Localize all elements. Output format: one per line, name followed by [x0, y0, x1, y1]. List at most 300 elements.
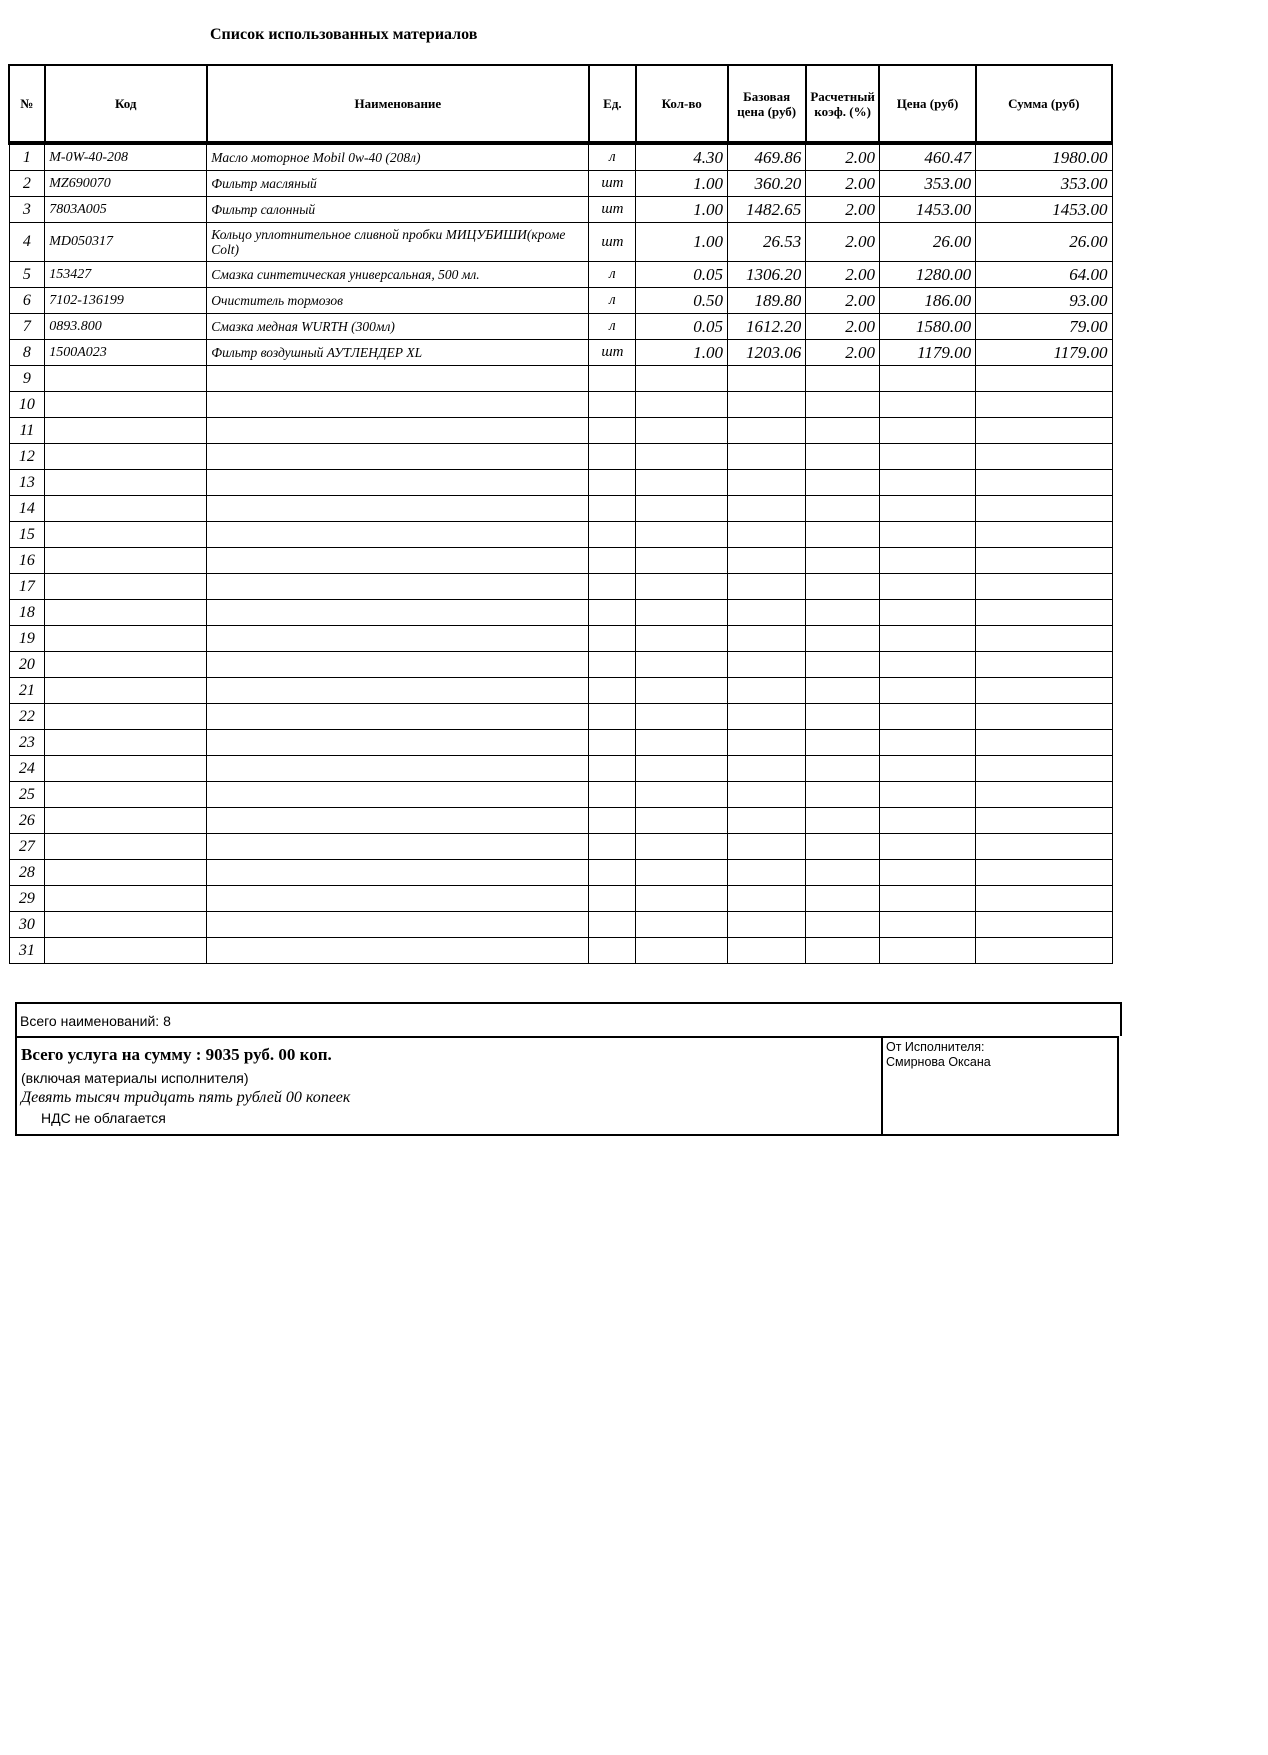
item-name [207, 444, 589, 470]
item-price: 1179.00 [879, 340, 975, 366]
header-price: Цена (руб) [879, 65, 975, 143]
item-base-price [728, 366, 806, 392]
item-code [45, 600, 207, 626]
item-qty [636, 782, 728, 808]
item-price [879, 834, 975, 860]
item-total: 353.00 [976, 171, 1112, 197]
table-header-row [9, 65, 1112, 143]
item-name [207, 704, 589, 730]
item-total: 64.00 [976, 262, 1112, 288]
item-base-price [728, 782, 806, 808]
item-name [207, 418, 589, 444]
item-base-price [728, 626, 806, 652]
item-name [207, 678, 589, 704]
row-number: 30 [9, 912, 45, 938]
item-name [207, 782, 589, 808]
header-code: Код [45, 65, 207, 143]
item-unit: шт [589, 223, 636, 262]
item-price [879, 418, 975, 444]
item-base-price [728, 886, 806, 912]
item-unit [589, 938, 636, 964]
item-coef [806, 496, 880, 522]
header-no: № [9, 65, 45, 143]
item-total [976, 548, 1112, 574]
item-code: M-0W-40-208 [45, 143, 207, 171]
item-price [879, 600, 975, 626]
row-number: 19 [9, 626, 45, 652]
item-base-price [728, 834, 806, 860]
item-coef [806, 938, 880, 964]
header-name: Наименование [207, 65, 589, 143]
table-row-empty [9, 470, 1112, 496]
item-base-price [728, 756, 806, 782]
item-code [45, 444, 207, 470]
item-base-price [728, 938, 806, 964]
item-coef [806, 860, 880, 886]
item-unit [589, 418, 636, 444]
item-code [45, 392, 207, 418]
row-number: 18 [9, 600, 45, 626]
item-code [45, 912, 207, 938]
item-code [45, 626, 207, 652]
item-qty [636, 626, 728, 652]
item-price [879, 652, 975, 678]
item-total [976, 366, 1112, 392]
row-number: 6 [9, 288, 45, 314]
item-total: 79.00 [976, 314, 1112, 340]
row-number: 13 [9, 470, 45, 496]
table-row-empty [9, 444, 1112, 470]
item-price: 1580.00 [879, 314, 975, 340]
table-row-empty [9, 704, 1112, 730]
item-qty [636, 834, 728, 860]
vat-note: НДС не облагается [41, 1110, 166, 1126]
item-price [879, 678, 975, 704]
header-base-price: Базовая цена (руб) [728, 65, 806, 143]
row-number: 23 [9, 730, 45, 756]
item-code [45, 574, 207, 600]
item-price [879, 860, 975, 886]
item-coef: 2.00 [806, 223, 880, 262]
table-row-empty [9, 860, 1112, 886]
item-price [879, 912, 975, 938]
item-code [45, 782, 207, 808]
item-qty [636, 496, 728, 522]
item-name [207, 756, 589, 782]
row-number: 16 [9, 548, 45, 574]
item-name: Фильтр масляный [207, 171, 589, 197]
item-total [976, 730, 1112, 756]
table-row-empty [9, 418, 1112, 444]
item-base-price [728, 600, 806, 626]
item-unit [589, 678, 636, 704]
row-number: 31 [9, 938, 45, 964]
item-price [879, 756, 975, 782]
table-row-empty [9, 886, 1112, 912]
item-base-price [728, 912, 806, 938]
item-qty [636, 704, 728, 730]
item-qty [636, 678, 728, 704]
item-coef [806, 600, 880, 626]
row-number: 26 [9, 808, 45, 834]
item-unit [589, 756, 636, 782]
item-coef [806, 912, 880, 938]
table-row-empty [9, 678, 1112, 704]
item-base-price: 360.20 [728, 171, 806, 197]
item-name [207, 808, 589, 834]
item-total [976, 496, 1112, 522]
item-price [879, 574, 975, 600]
row-number: 11 [9, 418, 45, 444]
item-total [976, 808, 1112, 834]
row-number: 14 [9, 496, 45, 522]
table-row [9, 143, 1112, 171]
item-name [207, 366, 589, 392]
item-base-price [728, 522, 806, 548]
row-number: 12 [9, 444, 45, 470]
item-qty [636, 938, 728, 964]
item-base-price: 26.53 [728, 223, 806, 262]
item-code: 1500A023 [45, 340, 207, 366]
item-unit [589, 652, 636, 678]
summary-section [15, 1002, 1118, 1136]
item-name [207, 938, 589, 964]
item-code [45, 886, 207, 912]
item-qty [636, 652, 728, 678]
item-unit: шт [589, 171, 636, 197]
table-row-empty [9, 600, 1112, 626]
item-qty: 1.00 [636, 340, 728, 366]
item-price [879, 704, 975, 730]
item-base-price [728, 704, 806, 730]
item-code [45, 678, 207, 704]
table-row-empty [9, 782, 1112, 808]
item-name: Фильтр салонный [207, 197, 589, 223]
row-number: 28 [9, 860, 45, 886]
item-price [879, 730, 975, 756]
item-total: 26.00 [976, 223, 1112, 262]
item-unit: л [589, 262, 636, 288]
item-name: Кольцо уплотнительное сливной пробки МИЦУБИШИ(кроме Colt) [207, 223, 589, 262]
row-number: 17 [9, 574, 45, 600]
item-coef [806, 548, 880, 574]
item-unit [589, 548, 636, 574]
item-total [976, 626, 1112, 652]
item-total [976, 886, 1112, 912]
item-qty [636, 912, 728, 938]
item-unit [589, 730, 636, 756]
item-coef [806, 834, 880, 860]
item-total [976, 782, 1112, 808]
header-unit: Ед. [589, 65, 636, 143]
item-qty [636, 808, 728, 834]
row-number: 29 [9, 886, 45, 912]
item-coef: 2.00 [806, 197, 880, 223]
executor-name: Смирнова Оксана [886, 1055, 991, 1069]
item-coef [806, 782, 880, 808]
item-qty [636, 366, 728, 392]
item-qty: 1.00 [636, 171, 728, 197]
item-code: 7102-136199 [45, 288, 207, 314]
item-name [207, 652, 589, 678]
item-base-price [728, 418, 806, 444]
table-row-empty [9, 548, 1112, 574]
table-row-empty [9, 730, 1112, 756]
item-total [976, 756, 1112, 782]
item-qty: 1.00 [636, 197, 728, 223]
item-price: 186.00 [879, 288, 975, 314]
table-row-empty [9, 912, 1112, 938]
item-name [207, 886, 589, 912]
item-base-price [728, 548, 806, 574]
item-unit: шт [589, 340, 636, 366]
row-number: 3 [9, 197, 45, 223]
item-qty: 0.50 [636, 288, 728, 314]
item-base-price [728, 808, 806, 834]
item-qty [636, 886, 728, 912]
item-qty [636, 444, 728, 470]
item-coef: 2.00 [806, 314, 880, 340]
row-number: 10 [9, 392, 45, 418]
item-coef [806, 626, 880, 652]
table-row-empty [9, 522, 1112, 548]
item-price [879, 782, 975, 808]
item-coef [806, 470, 880, 496]
item-coef [806, 756, 880, 782]
item-code: 153427 [45, 262, 207, 288]
item-price [879, 886, 975, 912]
summary-box [15, 1036, 1119, 1136]
table-row [9, 340, 1112, 366]
page-title: Список использованных материалов [210, 26, 478, 43]
table-row-empty [9, 574, 1112, 600]
table-row-empty [9, 756, 1112, 782]
item-name [207, 912, 589, 938]
item-coef [806, 522, 880, 548]
item-qty [636, 730, 728, 756]
item-coef [806, 652, 880, 678]
item-base-price: 1306.20 [728, 262, 806, 288]
materials-table-container [8, 64, 1113, 964]
item-code [45, 548, 207, 574]
header-coef: Расчетный коэф. (%) [806, 65, 880, 143]
item-unit: л [589, 314, 636, 340]
table-row-empty [9, 834, 1112, 860]
item-unit [589, 912, 636, 938]
header-total: Сумма (руб) [976, 65, 1112, 143]
item-base-price [728, 860, 806, 886]
row-number: 4 [9, 223, 45, 262]
item-base-price [728, 496, 806, 522]
item-unit [589, 834, 636, 860]
item-code: 7803A005 [45, 197, 207, 223]
item-unit [589, 392, 636, 418]
item-price [879, 808, 975, 834]
item-qty: 4.30 [636, 143, 728, 171]
item-total: 1453.00 [976, 197, 1112, 223]
item-unit [589, 808, 636, 834]
item-total [976, 938, 1112, 964]
item-base-price: 1203.06 [728, 340, 806, 366]
item-unit: шт [589, 197, 636, 223]
executor-signature-box [881, 1036, 1117, 1134]
item-price [879, 366, 975, 392]
item-total: 1980.00 [976, 143, 1112, 171]
item-price: 1280.00 [879, 262, 975, 288]
item-total [976, 652, 1112, 678]
item-price: 353.00 [879, 171, 975, 197]
item-name [207, 860, 589, 886]
table-row [9, 314, 1112, 340]
item-name: Смазка медная WURTH (300мл) [207, 314, 589, 340]
item-price [879, 496, 975, 522]
item-code [45, 418, 207, 444]
item-code [45, 730, 207, 756]
item-price: 460.47 [879, 143, 975, 171]
item-base-price [728, 574, 806, 600]
item-base-price [728, 444, 806, 470]
item-name: Масло моторное Mobil 0w-40 (208л) [207, 143, 589, 171]
item-total [976, 678, 1112, 704]
item-base-price [728, 392, 806, 418]
item-coef: 2.00 [806, 171, 880, 197]
item-unit [589, 444, 636, 470]
item-coef: 2.00 [806, 143, 880, 171]
item-total: 93.00 [976, 288, 1112, 314]
table-row [9, 223, 1112, 262]
item-unit: л [589, 288, 636, 314]
item-unit [589, 782, 636, 808]
item-total [976, 522, 1112, 548]
item-code [45, 834, 207, 860]
item-code [45, 704, 207, 730]
item-qty [636, 574, 728, 600]
table-row-empty [9, 652, 1112, 678]
item-base-price [728, 730, 806, 756]
materials-table [8, 64, 1113, 964]
item-name: Смазка синтетическая универсальная, 500 мл. [207, 262, 589, 288]
table-row-empty [9, 808, 1112, 834]
item-total [976, 860, 1112, 886]
executor-label: От Исполнителя: [886, 1040, 985, 1054]
summary-totals [17, 1038, 881, 1134]
item-qty [636, 860, 728, 886]
row-number: 8 [9, 340, 45, 366]
item-qty [636, 548, 728, 574]
item-unit [589, 496, 636, 522]
item-unit [589, 574, 636, 600]
row-number: 2 [9, 171, 45, 197]
item-coef [806, 418, 880, 444]
item-code [45, 522, 207, 548]
item-name: Фильтр воздушный АУТЛЕНДЕР XL [207, 340, 589, 366]
table-row [9, 171, 1112, 197]
item-name [207, 600, 589, 626]
item-code [45, 756, 207, 782]
item-coef [806, 808, 880, 834]
item-unit [589, 366, 636, 392]
item-qty [636, 522, 728, 548]
item-coef [806, 366, 880, 392]
total-in-words: Девять тысяч тридцать пять рублей 00 копеек [21, 1089, 351, 1106]
table-row-empty [9, 496, 1112, 522]
item-coef [806, 704, 880, 730]
item-name [207, 574, 589, 600]
row-number: 24 [9, 756, 45, 782]
item-price [879, 548, 975, 574]
item-price [879, 938, 975, 964]
item-qty [636, 470, 728, 496]
item-total [976, 392, 1112, 418]
item-base-price [728, 678, 806, 704]
item-total [976, 704, 1112, 730]
item-code: 0893.800 [45, 314, 207, 340]
item-code [45, 938, 207, 964]
item-qty [636, 418, 728, 444]
item-code [45, 470, 207, 496]
total-amount: Всего услуга на сумму : 9035 руб. 00 коп. [21, 1045, 332, 1064]
item-code [45, 366, 207, 392]
item-name [207, 392, 589, 418]
item-coef: 2.00 [806, 340, 880, 366]
item-code: MD050317 [45, 223, 207, 262]
item-unit [589, 522, 636, 548]
item-total [976, 574, 1112, 600]
item-price: 26.00 [879, 223, 975, 262]
item-coef [806, 444, 880, 470]
table-row [9, 262, 1112, 288]
item-coef [806, 392, 880, 418]
item-price: 1453.00 [879, 197, 975, 223]
item-coef [806, 678, 880, 704]
item-code [45, 496, 207, 522]
table-row-empty [9, 366, 1112, 392]
item-qty: 1.00 [636, 223, 728, 262]
row-number: 5 [9, 262, 45, 288]
item-qty: 0.05 [636, 314, 728, 340]
item-total [976, 600, 1112, 626]
items-count: Всего наименований: 8 [15, 1002, 1122, 1036]
item-total [976, 912, 1112, 938]
table-row-empty [9, 392, 1112, 418]
item-price [879, 392, 975, 418]
item-price [879, 522, 975, 548]
item-code [45, 652, 207, 678]
item-unit [589, 704, 636, 730]
item-unit [589, 860, 636, 886]
header-qty: Кол-во [636, 65, 728, 143]
row-number: 9 [9, 366, 45, 392]
item-base-price: 189.80 [728, 288, 806, 314]
item-base-price: 1612.20 [728, 314, 806, 340]
item-total: 1179.00 [976, 340, 1112, 366]
item-unit: л [589, 143, 636, 171]
item-name [207, 730, 589, 756]
item-coef: 2.00 [806, 262, 880, 288]
item-coef: 2.00 [806, 288, 880, 314]
item-price [879, 444, 975, 470]
row-number: 7 [9, 314, 45, 340]
item-code: MZ690070 [45, 171, 207, 197]
row-number: 22 [9, 704, 45, 730]
row-number: 15 [9, 522, 45, 548]
item-name [207, 626, 589, 652]
row-number: 25 [9, 782, 45, 808]
table-row-empty [9, 626, 1112, 652]
item-total [976, 834, 1112, 860]
item-price [879, 626, 975, 652]
item-qty [636, 756, 728, 782]
